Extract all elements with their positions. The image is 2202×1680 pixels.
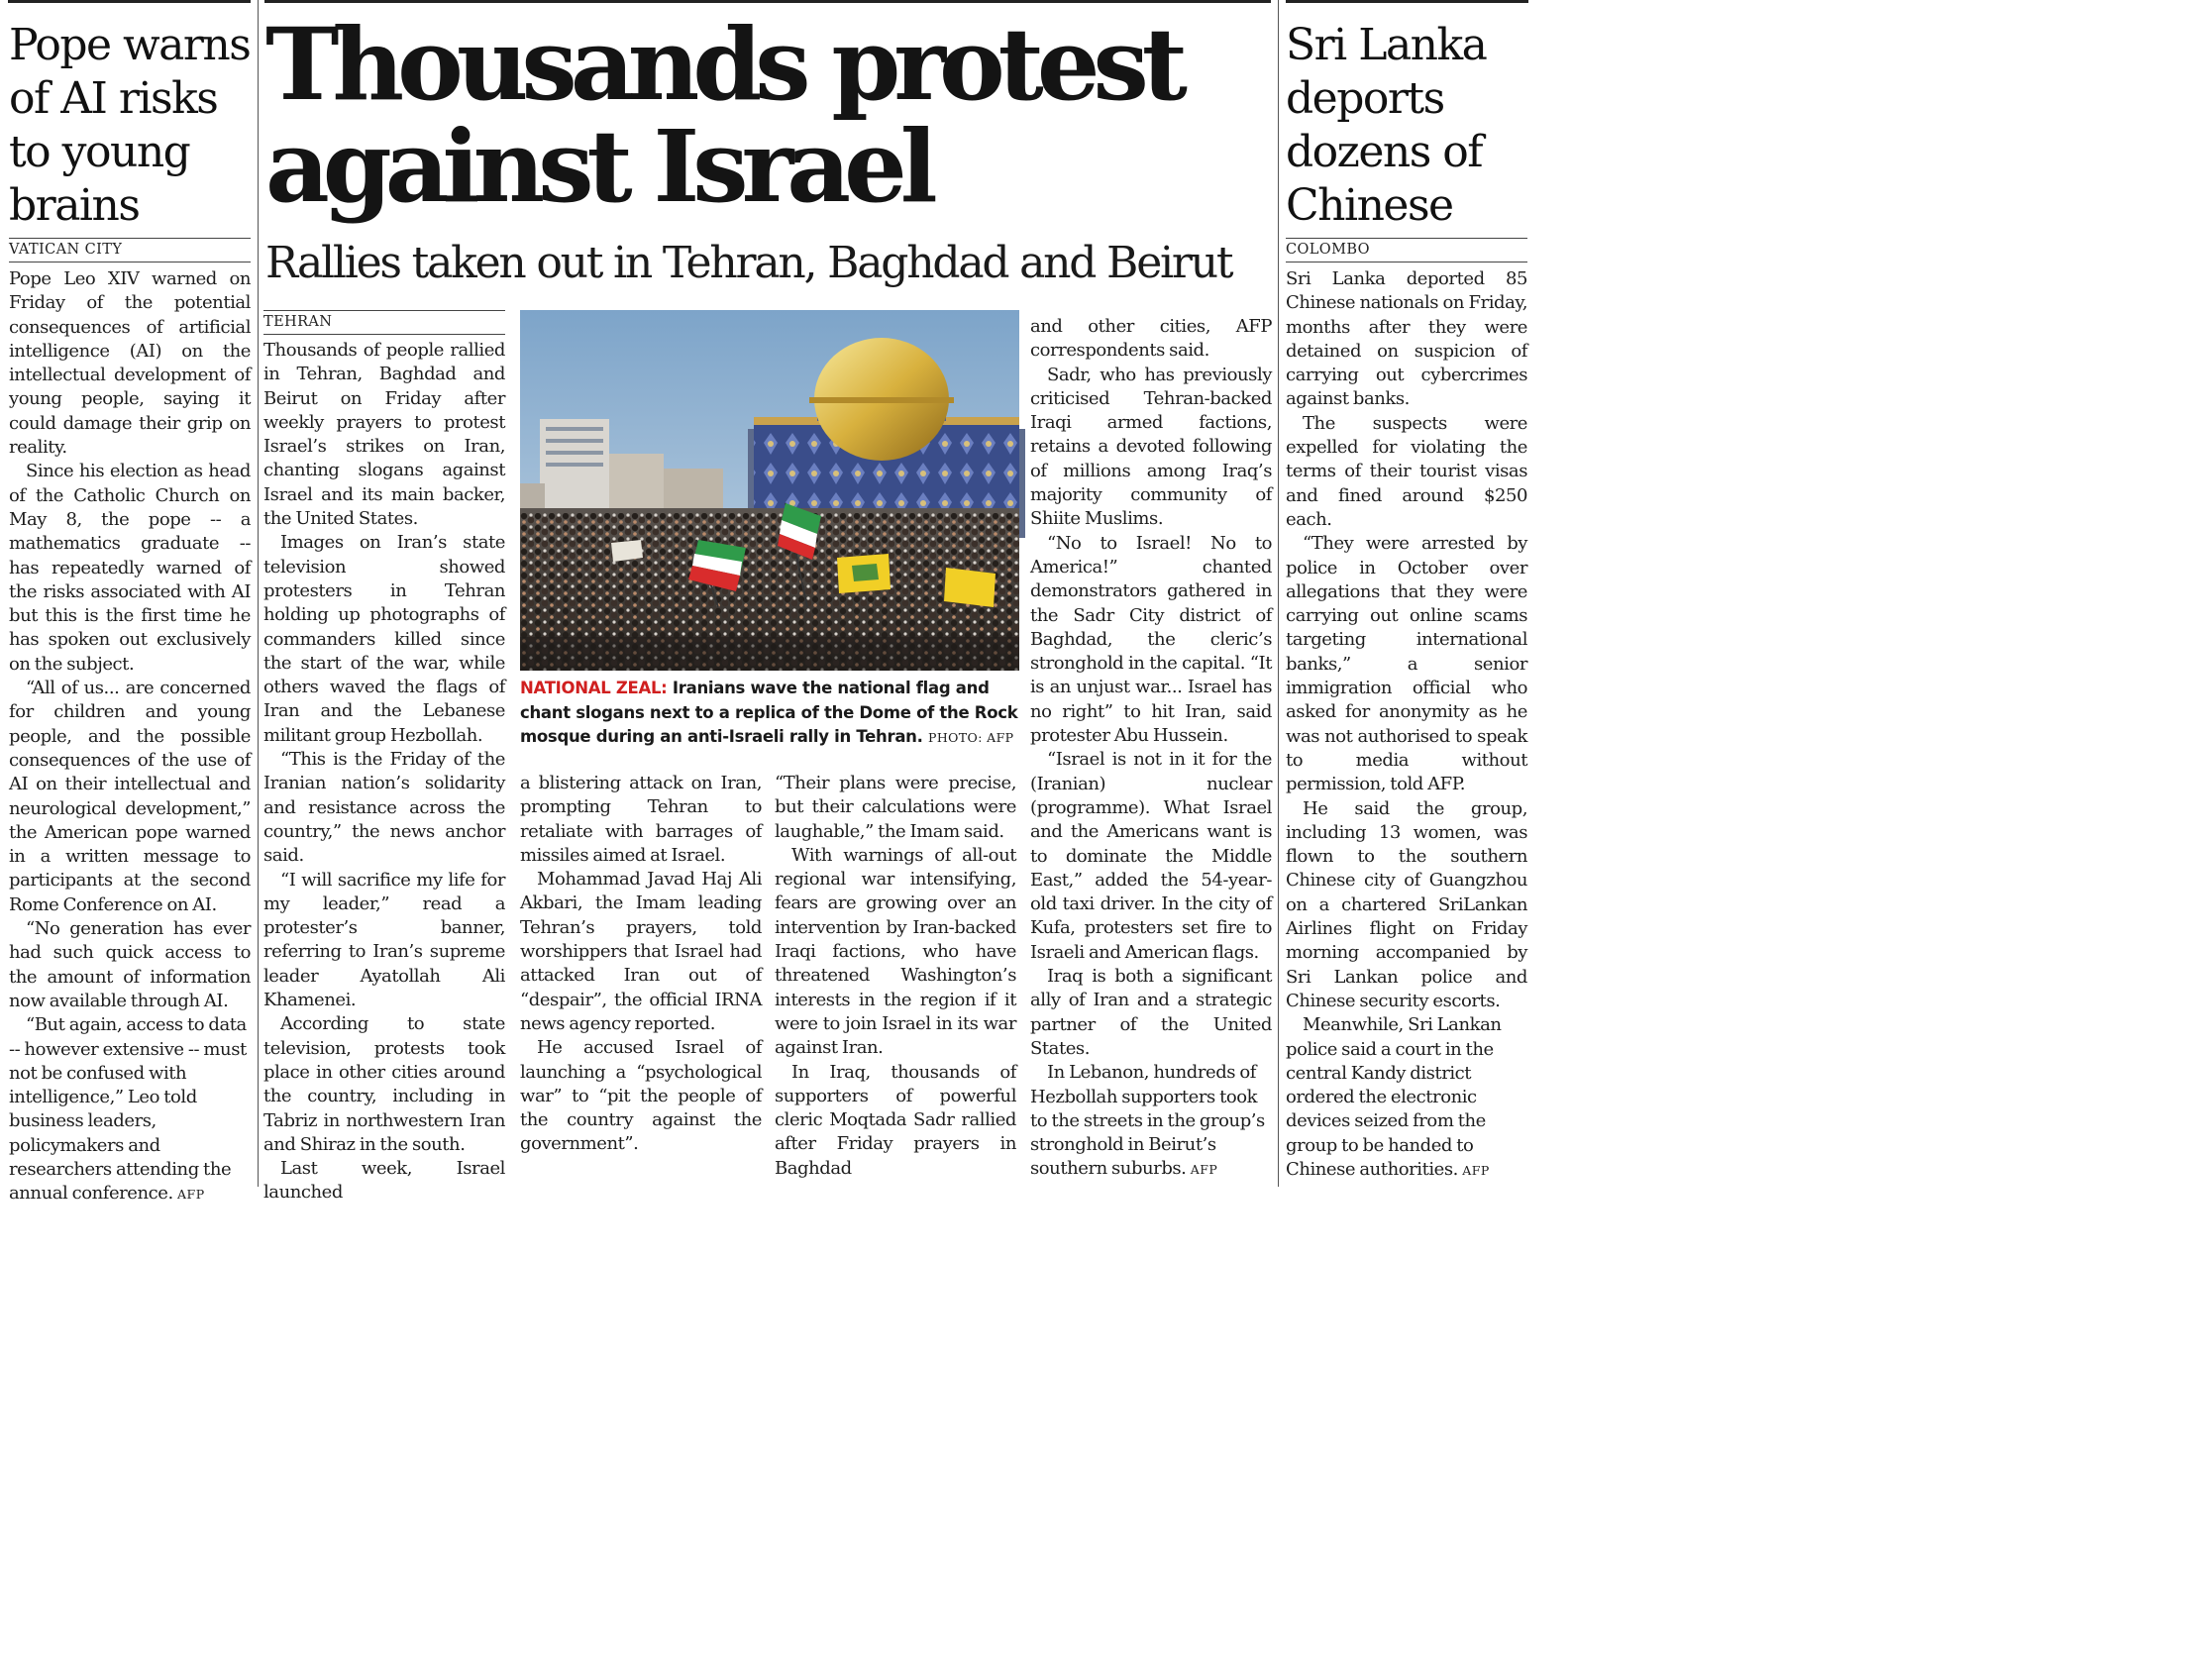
main-story-dateline: TEHRAN xyxy=(263,314,333,330)
main-dateline-rule-bottom xyxy=(263,334,505,335)
main-paragraph: Last week, Israel launched xyxy=(263,1158,505,1204)
main-paragraph: “No to Israel! No to America!” chanted demonstrators gathered in the Sadr City district of Baghdad, the cleric’s stronghold in the capital. “It is an unjust war... Israel has no right” to hit Iran, said protester Abu Hussein. xyxy=(1030,532,1272,747)
main-paragraph: Sadr, who has previously criticised Tehran-backed Iraqi armed factions, retains a devoted following of millions among Iraq’s majority community of Shiite Muslims. xyxy=(1030,364,1272,530)
main-headline: Thousands protest against Israel xyxy=(265,6,1181,225)
left-story-paragraph: Pope Leo XIV warned on Friday of the potential consequences of artificial intelligence (AI) on the intellectual development of young people, saying it could damage their grip on reality. xyxy=(9,268,251,459)
main-paragraph: Images on Iran’s state television showed protesters in Tehran holding up photographs of commanders killed since the start of the war, while others waved the flags of Iran and the Lebanese militant group Hezbollah. xyxy=(263,532,505,746)
main-paragraph: “Israel is not in it for the (Iranian) nuclear (programme). What Israel and the Americans want is to dominate the Middle East,” added the 54-year-old taxi driver. In the city of Kufa, protesters set fire to Israeli and American flags. xyxy=(1030,749,1272,963)
right-story-paragraph: “They were arrested by police in October over allegations that they were carrying out online scams targeting international banks,” a senior immigration official who asked for anonymity as he was not authorised to speak to media without permission, told AFP. xyxy=(1286,533,1527,795)
main-deck: Rallies taken out in Tehran, Baghdad and Beirut xyxy=(265,238,1232,288)
top-rule-left xyxy=(8,0,251,3)
left-story-paragraph xyxy=(9,1013,251,1207)
column-rule-right xyxy=(1278,0,1279,1187)
right-story-credit: AFP xyxy=(1462,1162,1490,1178)
left-story-last-paragraph: “But again, access to data -- however extensive -- must not be confused with intelligence,” Leo told business leaders, policymakers and researchers attending the annual conference. xyxy=(9,1014,247,1205)
main-paragraph: Iraq is both a significant ally of Iran and a strategic partner of the United States. xyxy=(1030,966,1272,1059)
main-last-paragraph: In Lebanon, hundreds of Hezbollah supporters took to the streets in the group’s stronghold in Beirut’s southern suburbs. xyxy=(1030,1062,1265,1180)
left-story-headline: Pope warns of AI risks to young brains xyxy=(9,20,251,231)
left-story-paragraph: Since his election as head of the Catholic Church on May 8, the pope -- a mathematics graduate -- has repeatedly warned of the risks associated with AI but this is the first time he has spoken out exclusively on the subject. xyxy=(9,461,251,675)
main-paragraph xyxy=(1030,1061,1272,1182)
main-story-credit: AFP xyxy=(1190,1162,1218,1178)
main-paragraph: According to state television, protests took place in other cities around the country, including in Tabriz in northwestern Iran and Shiraz in the south. xyxy=(263,1013,505,1155)
rally-photo xyxy=(520,310,1019,671)
right-dateline-rule-top xyxy=(1286,238,1527,239)
right-story-paragraph: Sri Lanka deported 85 Chinese nationals on Friday, months after they were detained on suspicion of carrying out cybercrimes against banks. xyxy=(1286,268,1527,410)
main-column-1 xyxy=(263,339,505,1204)
left-story-dateline: VATICAN CITY xyxy=(9,242,123,258)
top-rule-center xyxy=(264,0,1271,3)
caption-lead: NATIONAL ZEAL: xyxy=(520,679,668,697)
right-story-body xyxy=(1286,267,1527,1180)
main-paragraph: With warnings of all-out regional war intensifying, fears are growing over an intervention by Iran-backed Iraqi factions, who have threatened Washington’s interests in the region if it were to join Israel in its war against Iran. xyxy=(775,844,1016,1059)
right-story-headline: Sri Lanka deports dozens of Chinese xyxy=(1286,20,1487,231)
main-dateline-rule-top xyxy=(263,310,505,311)
right-story-paragraph: He said the group, including 13 women, was flown to the southern Chinese city of Guangzhou on a chartered SriLankan Airlines flight on Friday morning accompanied by Sri Lankan police and Chinese security escorts. xyxy=(1286,797,1527,1011)
rally-photo-illustration xyxy=(520,310,1019,671)
left-story-credit: AFP xyxy=(177,1187,205,1203)
photo-credit: PHOTO: AFP xyxy=(928,730,1014,745)
main-column-2 xyxy=(520,772,762,1161)
main-column-4 xyxy=(1030,315,1272,1180)
left-story-paragraph: “All of us... are concerned for children and young people, and the possible consequences of the use of AI on their intellectual and neurological development,” the American pope warned in a written message to participants at the second Rome Conference on AI. xyxy=(9,678,251,915)
main-paragraph: “This is the Friday of the Iranian nation’s solidarity and resistance across the country,” the news anchor said. xyxy=(263,749,505,867)
top-rule-right xyxy=(1286,0,1528,3)
right-story-dateline: COLOMBO xyxy=(1286,242,1370,258)
main-paragraph: Mohammad Javad Haj Ali Akbari, the Imam leading Tehran’s prayers, told worshippers that Israel had attacked Iran out of “despair”, the official IRNA news agency reported. xyxy=(520,869,762,1034)
main-paragraph: a blistering attack on Iran, prompting Tehran to retaliate with barrages of missiles aimed at Israel. xyxy=(520,773,762,866)
main-paragraph: “I will sacrifice my life for my leader,” read a protester’s banner, referring to Iran’s supreme leader Ayatollah Ali Khamenei. xyxy=(263,869,505,1011)
main-paragraph: In Iraq, thousands of supporters of powerful cleric Moqtada Sadr rallied after Friday prayers in Baghdad xyxy=(775,1061,1016,1179)
main-paragraph: He accused Israel of launching a “psychological war” to “pit the people of the country against the government”. xyxy=(520,1037,762,1155)
main-paragraph: “Their plans were precise, but their calculations were laughable,” the Imam said. xyxy=(775,773,1016,842)
caption-text: Iranians wave the national flag and chant slogans next to a replica of the Dome of the Rock mosque during an anti-Israeli rally in Tehran. xyxy=(520,679,1018,746)
right-story-last-paragraph: Meanwhile, Sri Lankan police said a court in the central Kandy district ordered the electronic devices seized from the group to be handed to Chinese authorities. xyxy=(1286,1014,1502,1180)
right-story-paragraph xyxy=(1286,1013,1527,1183)
photo-caption xyxy=(520,677,1019,751)
left-story-body xyxy=(9,267,251,1205)
main-paragraph: and other cities, AFP correspondents said. xyxy=(1030,316,1272,362)
main-paragraph: Thousands of people rallied in Tehran, Baghdad and Beirut on Friday after weekly prayers to protest Israel’s strikes on Iran, chanting slogans against Israel and its main backer, the United States. xyxy=(263,340,505,530)
main-column-3 xyxy=(775,772,1016,1179)
left-story-paragraph: “No generation has ever had such quick access to the amount of information now available through AI. xyxy=(9,918,251,1011)
column-rule-left xyxy=(258,0,259,1187)
flag-yellow xyxy=(837,554,891,593)
left-dateline-rule-top xyxy=(9,238,251,239)
right-story-paragraph: The suspects were expelled for violating the terms of their tourist visas and fined around $250 each. xyxy=(1286,412,1527,530)
